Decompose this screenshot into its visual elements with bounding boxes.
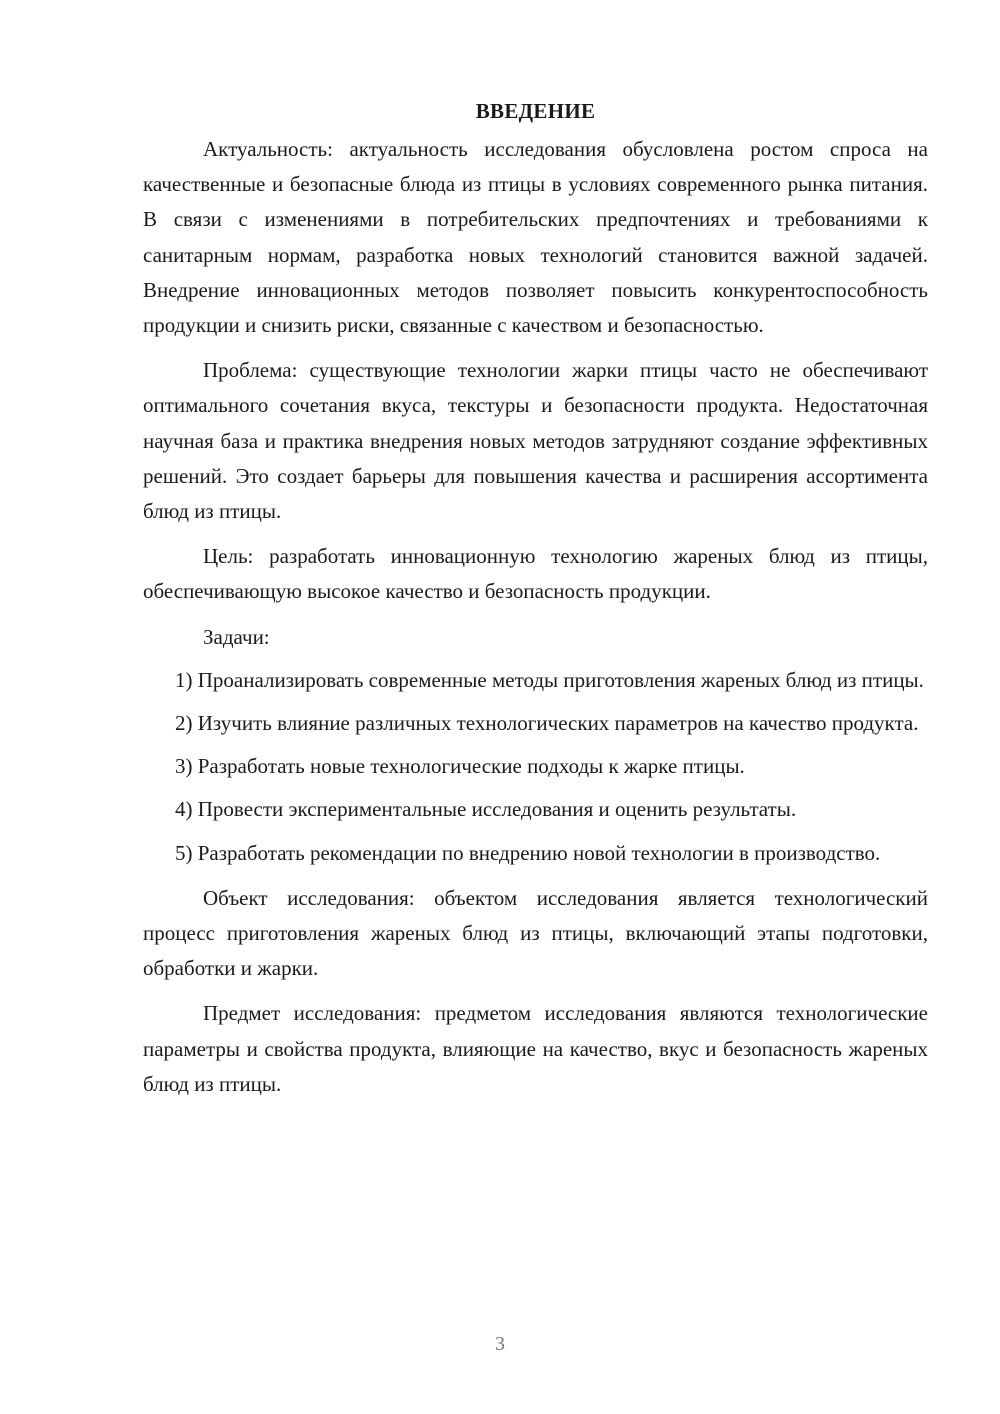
paragraph-subject: Предмет исследования: предметом исследования являются технологические параметры и свойства продукта, влияющие на качество, вкус и безопасность жареных блюд из птицы. [143, 1001, 928, 1096]
paragraph-goal: Цель: разработать инновационную технологию жареных блюд из птицы, обеспечивающую высокое качество и безопасность продукции. [143, 544, 928, 604]
paragraph-problem: Проблема: существующие технологии жарки птицы часто не обеспечивают оптимального сочетания вкуса, текстуры и безопасности продукта. Недостаточная научная база и практика внедрения новых методов затрудняют создание эффективных решений. Это создает барьеры для повышения качества и расширения ассортимента блюд из птицы. [143, 358, 928, 524]
task-item-1: 1) Проанализировать современные методы приготовления жареных блюд из птицы. [175, 667, 924, 692]
task-item-5: 5) Разработать рекомендации по внедрению новой технологии в производство. [175, 840, 881, 865]
tasks-heading: Задачи: [203, 624, 270, 649]
paragraph-object: Объект исследования: объектом исследования является технологический процесс приготовления жареных блюд из птицы, включающий этапы подготовки, обработки и жарки. [143, 885, 928, 981]
paragraph-relevance: Актуальность: актуальность исследования обусловлена ростом спроса на качественные и безопасные блюда из птицы в условиях современного рынка питания. В связи с изменениями в потребительских предпочтениях и требованиями к санитарным нормам, разработка новых технологий становится важной задачей. Внедрение инновационных методов позволяет повысить конкурентоспособность продукции и снизить риски, связанные с качеством и безопасностью. [143, 137, 928, 338]
task-item-3: 3) Разработать новые технологические подходы к жарке птицы. [175, 754, 745, 779]
page-number: 3 [495, 1333, 505, 1355]
document-page [143, 94, 928, 1102]
task-item-4: 4) Провести экспериментальные исследования и оценить результаты. [175, 797, 797, 822]
section-title: ВВЕДЕНИЕ [475, 99, 596, 123]
task-item-2: 2) Изучить влияние различных технологических параметров на качество продукта. [175, 711, 919, 736]
